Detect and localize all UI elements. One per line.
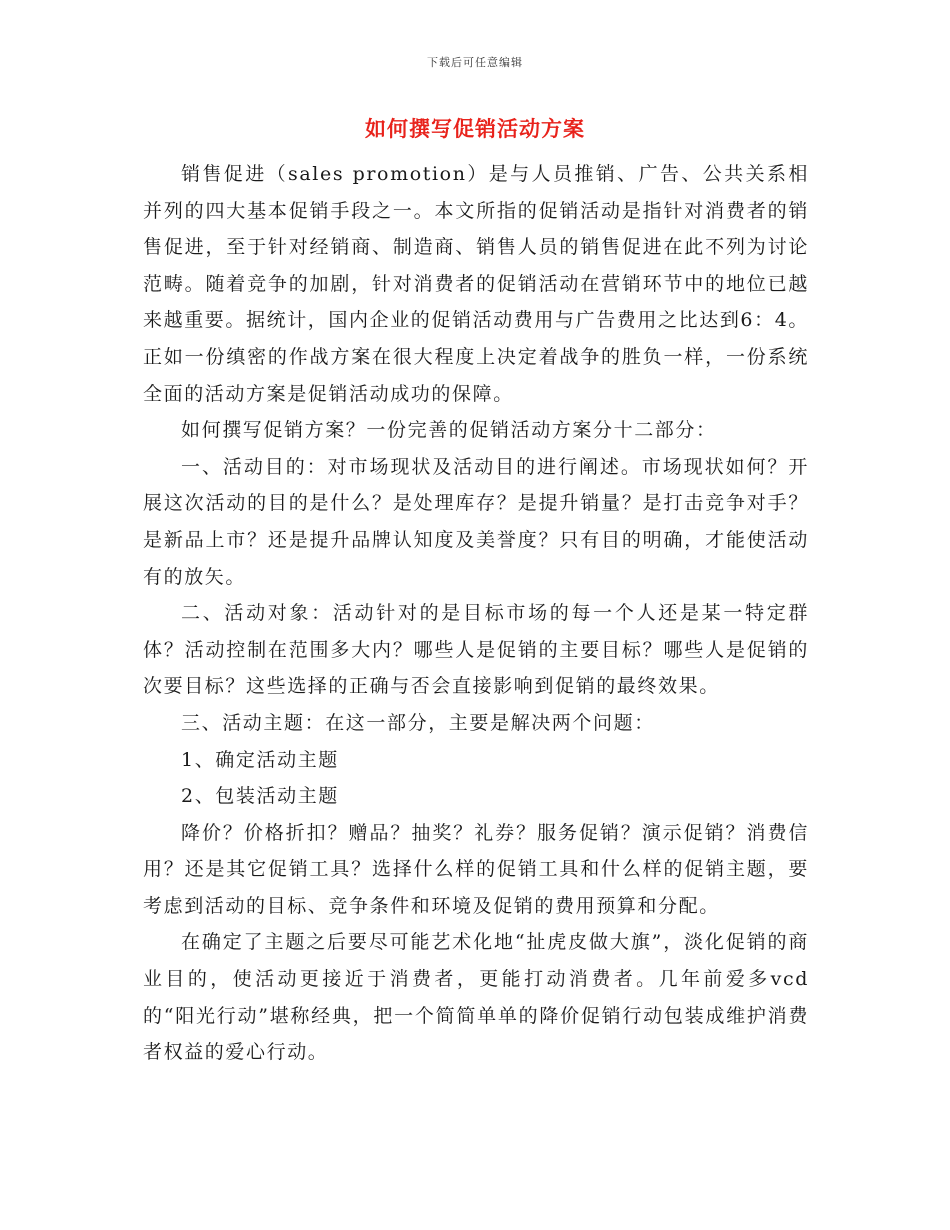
paragraph-tools: 降价？价格折扣？赠品？抽奖？礼券？服务促销？演示促销？消费信用？还是其它促销工具？选择什么样的促销工具和什么样的促销主题，要考虑到活动的目标、竞争条件和环境及促销的费用预算和分配。	[143, 821, 809, 917]
paragraph-intro: 销售促进（sales promotion）是与人员推销、广告、公共关系相并列的四大基本促销手段之一。本文所指的促销活动是指针对消费者的销售促进，至于针对经销商、制造商、销售人员的销售促进在此不列为讨论范畴。随着竞争的加剧，针对消费者的促销活动在营销环节中的地位已越来越重要。据统计，国内企业的促销活动费用与广告费用之比达到6：4。正如一份缜密的作战方案在很大程度上决定着战争的胜负一样，一份系统全面的活动方案是促销活动成功的保障。	[143, 163, 809, 405]
document-title: 如何撰写促销活动方案	[365, 116, 585, 141]
paragraph-example: 在确定了主题之后要尽可能艺术化地“扯虎皮做大旗”，淡化促销的商业目的，使活动更接近于消费者，更能打动消费者。几年前爱多vcd的“阳光行动”堪称经典，把一个简简单单的降价促销行动包装成维护消费者权益的爱心行动。	[143, 931, 809, 1064]
list-item-2: 2、包装活动主题	[181, 785, 339, 808]
paragraph-outline: 如何撰写促销方案？一份完善的促销活动方案分十二部分：	[181, 419, 717, 442]
document-body	[143, 156, 809, 1071]
list-item-1: 1、确定活动主题	[181, 748, 339, 771]
page-header-note: 下载后可任意编辑	[427, 56, 523, 69]
paragraph-section-1: 一、活动目的：对市场现状及活动目的进行阐述。市场现状如何？开展这次活动的目的是什么？是处理库存？是提升销量？是打击竞争对手？是新品上市？还是提升品牌认知度及美誉度？只有目的明确，才能使活动有的放矢。	[143, 455, 809, 588]
paragraph-section-2: 二、活动对象：活动针对的是目标市场的每一个人还是某一特定群体？活动控制在范围多大内？哪些人是促销的主要目标？哪些人是促销的次要目标？这些选择的正确与否会直接影响到促销的最终效果。	[143, 602, 809, 698]
paragraph-section-3: 三、活动主题：在这一部分，主要是解决两个问题：	[181, 711, 655, 734]
